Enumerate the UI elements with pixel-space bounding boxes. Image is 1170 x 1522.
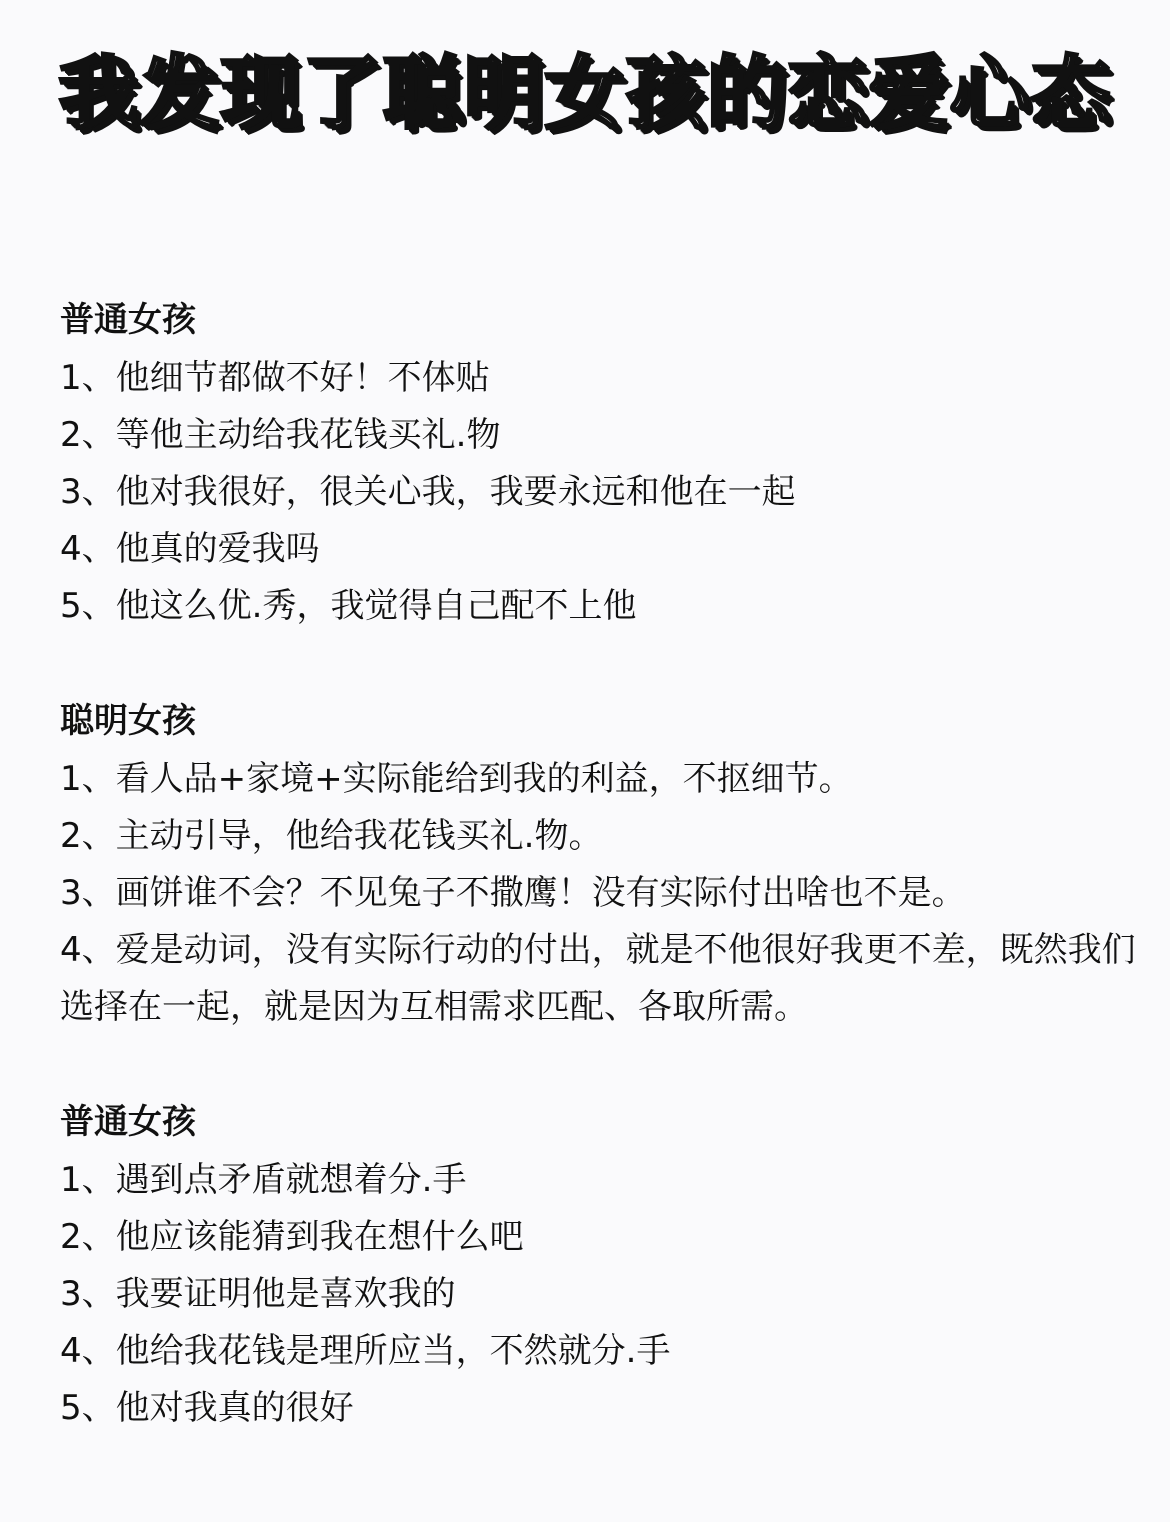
list-item: 3、我要证明他是喜欢我的 <box>60 1274 456 1314</box>
list-item: 5、他对我真的很好 <box>60 1388 354 1428</box>
section-smart-girl <box>60 693 1160 1036</box>
list-item: 4、他给我花钱是理所应当，不然就分.手 <box>60 1331 671 1371</box>
list-item: 4、他真的爱我吗 <box>60 529 320 569</box>
section-heading: 普通女孩 <box>60 1102 196 1142</box>
list-item: 4、爱是动词，没有实际行动的付出，就是不他很好我更不差，既然我们选择在一起，就是因为互相需求匹配、各取所需。 <box>60 930 1136 1027</box>
page-title: 我发现了聪明女孩的恋爱心态 <box>58 47 1112 140</box>
list-item: 1、遇到点矛盾就想着分.手 <box>60 1160 467 1200</box>
section-ordinary-girl-1 <box>60 292 1160 635</box>
section-heading: 普通女孩 <box>60 300 196 340</box>
section-heading: 聪明女孩 <box>60 701 196 741</box>
list-item: 2、他应该能猜到我在想什么吧 <box>60 1217 524 1257</box>
list-item: 2、主动引导，他给我花钱买礼.物。 <box>60 816 603 856</box>
list-item: 3、画饼谁不会？不见兔子不撒鹰！没有实际付出啥也不是。 <box>60 873 966 913</box>
list-item: 1、看人品+家境+实际能给到我的利益，不抠细节。 <box>60 759 853 799</box>
article-body <box>60 292 1160 1495</box>
section-ordinary-girl-2 <box>60 1094 1160 1437</box>
list-item: 5、他这么优.秀，我觉得自己配不上他 <box>60 586 637 626</box>
list-item: 3、他对我很好，很关心我，我要永远和他在一起 <box>60 472 796 512</box>
list-item: 2、等他主动给我花钱买礼.物 <box>60 415 501 455</box>
list-item: 1、他细节都做不好！不体贴 <box>60 358 490 398</box>
